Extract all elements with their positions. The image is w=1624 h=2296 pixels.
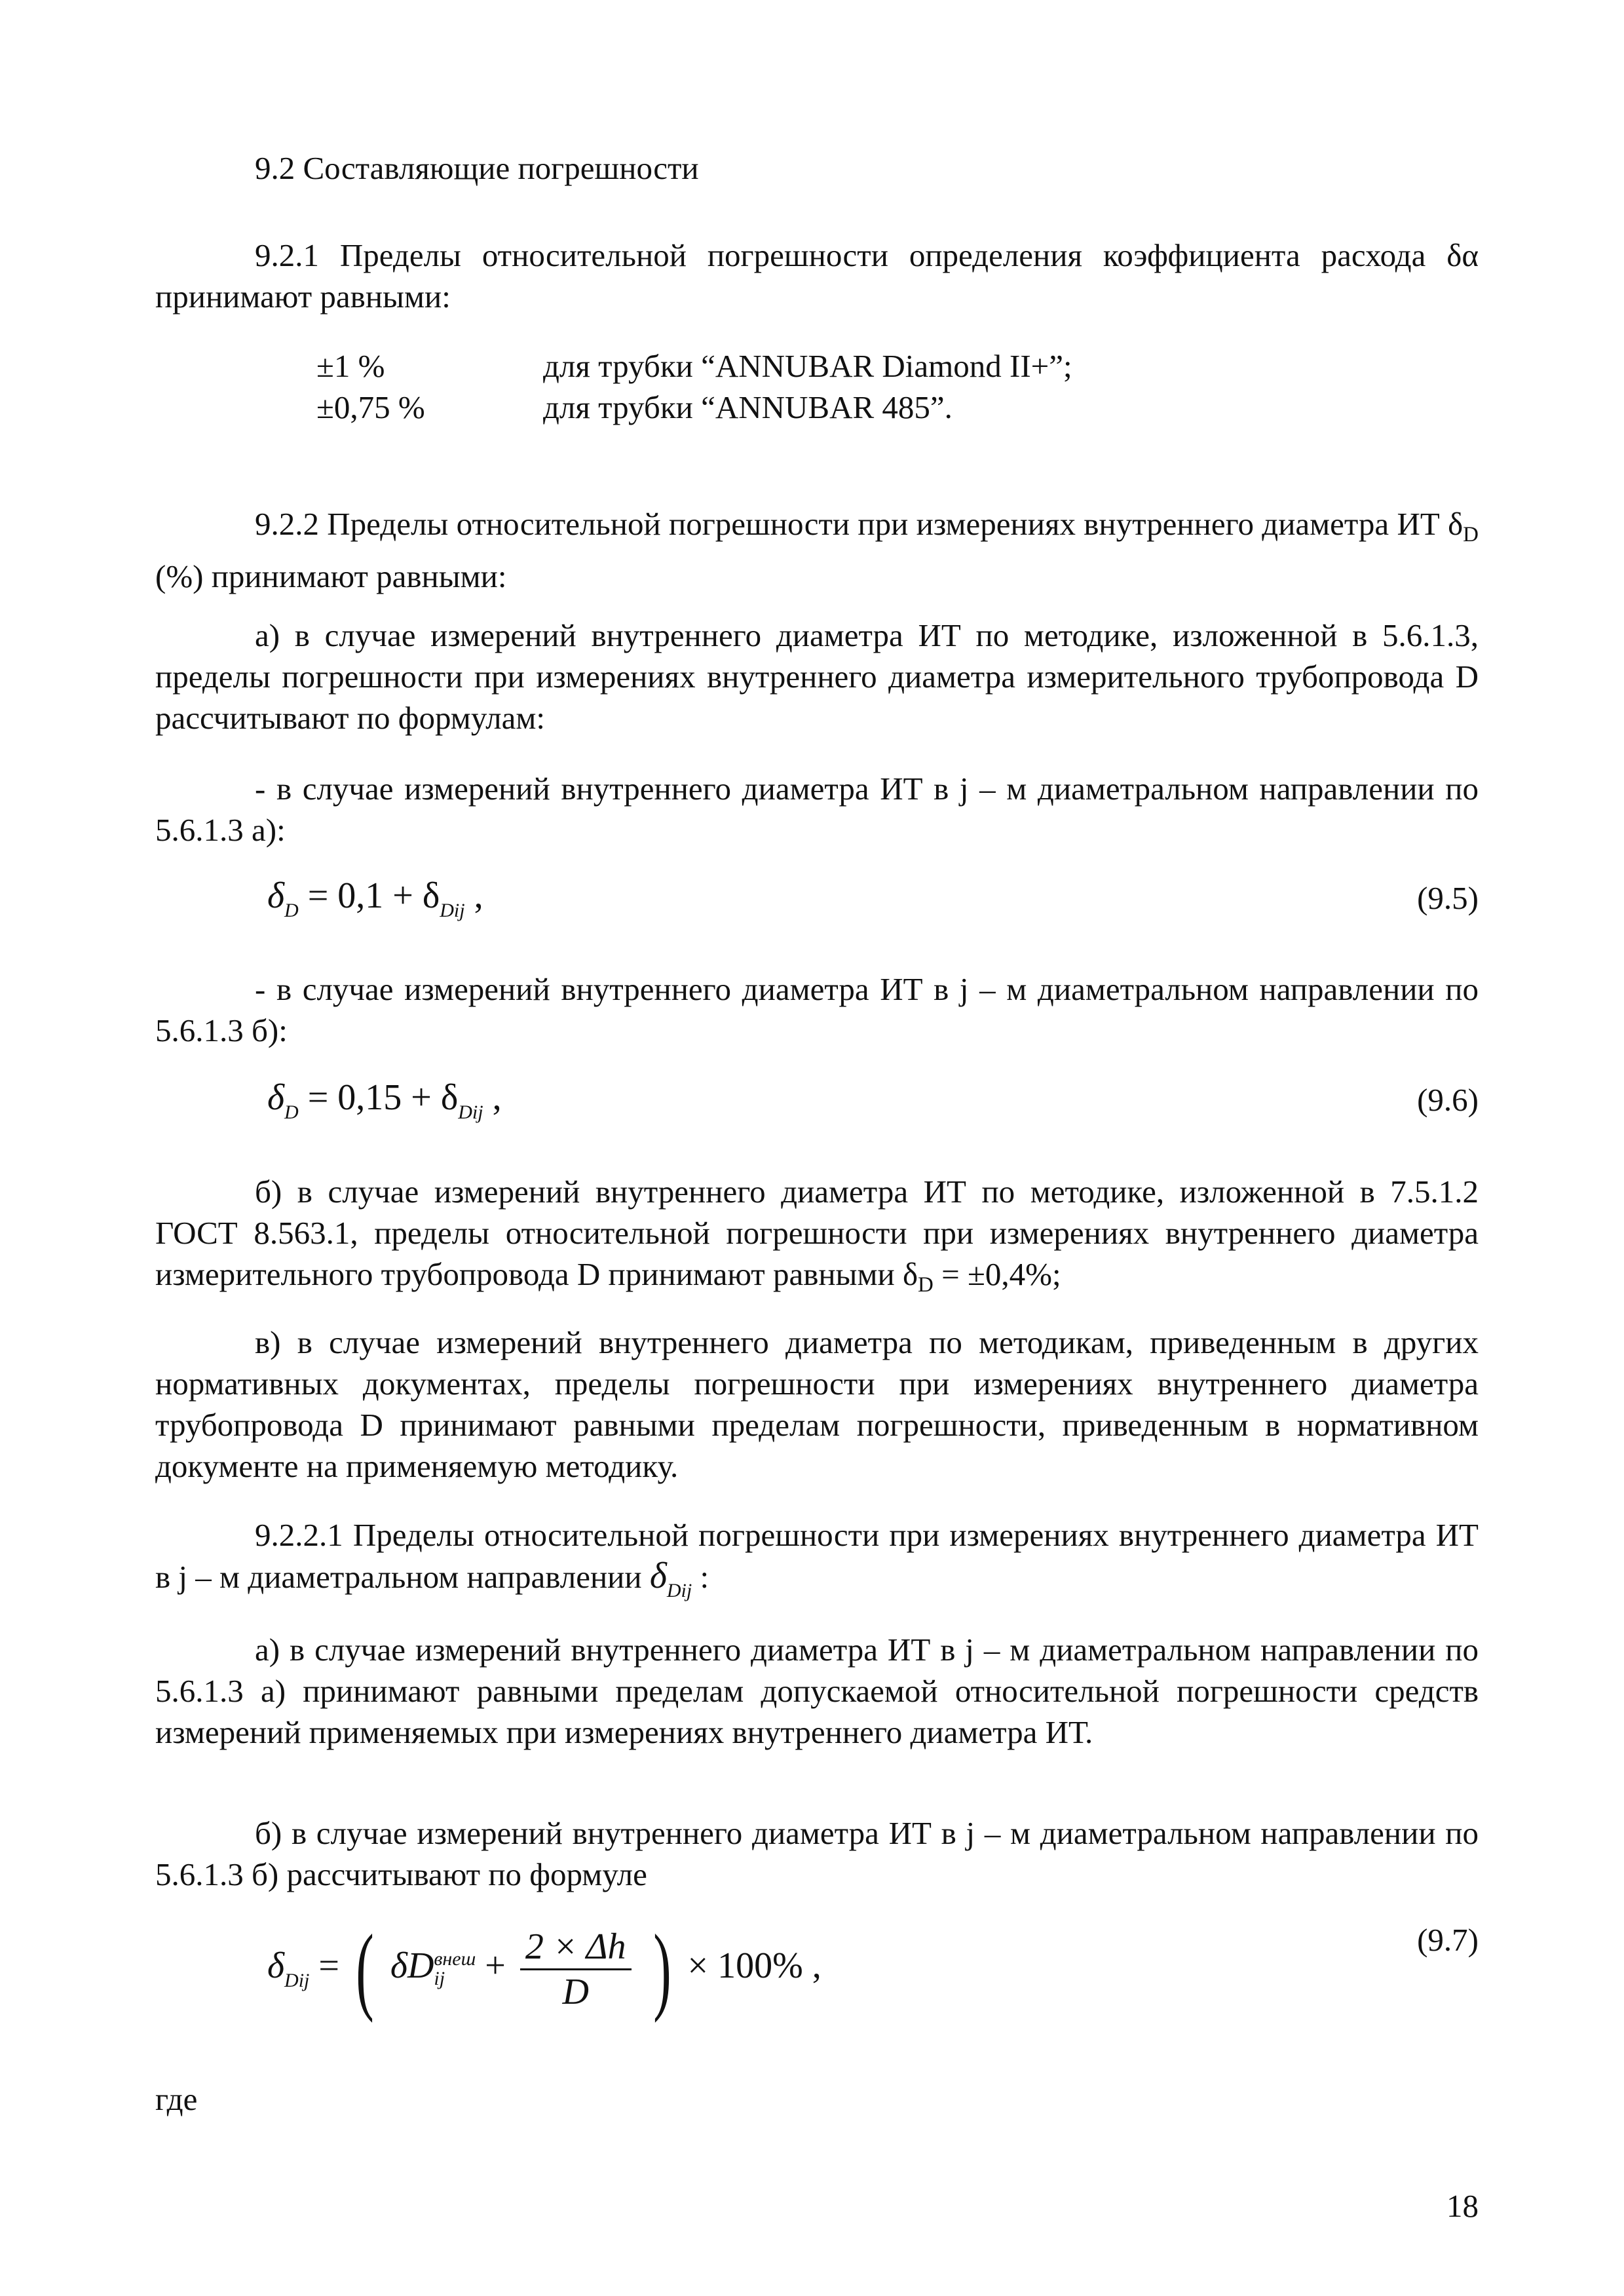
equation-symbol: δ	[267, 875, 285, 916]
paragraph-text: (%) принимают равными:	[155, 558, 507, 594]
paragraph-text: б) в случае измерений внутреннего диаметра ИТ по методике, изложенной в 7.5.1.2 ГОСТ 8.563.1, пределы относительной погрешности при измерениях внутреннего диаметра измерительного трубопровода D принимают равными δ	[155, 1174, 1479, 1292]
equation-9-7	[267, 1915, 821, 2023]
equation-9-5	[267, 875, 483, 922]
equation-supsub	[434, 1949, 476, 1989]
paragraph-a-case1: - в случае измерений внутреннего диаметра ИТ в j – м диаметральном направлении по 5.6.1.3 а):	[155, 771, 1479, 848]
equation-subscript: D	[284, 1101, 299, 1123]
paragraph-9-2-2-1	[155, 1514, 1479, 1611]
section-heading: 9.2 Составляющие погрешности	[255, 150, 699, 186]
fraction-denominator: D	[562, 1971, 589, 2012]
paragraph-text: :	[692, 1559, 709, 1595]
equation-text: = 0,1 + δ	[298, 875, 440, 916]
paragraph-9-2-2-1-b: б) в случае измерений внутреннего диаметра ИТ в j – м диаметральном направлении по 5.6.1.3 б) рассчитывают по формуле	[155, 1815, 1479, 1892]
equation-number: (9.5)	[1417, 880, 1479, 916]
paragraph-text: = ±0,4%;	[933, 1256, 1061, 1292]
equation-subscript: Dij	[458, 1101, 483, 1123]
page-number: 18	[1446, 2188, 1479, 2224]
equation-text: ,	[464, 875, 483, 916]
equation-term: δD	[390, 1945, 434, 1986]
equation-number: (9.7)	[1417, 1922, 1479, 1958]
subscript: D	[1463, 523, 1479, 546]
equation-number: (9.6)	[1417, 1082, 1479, 1118]
paragraph-text: 9.2.2.1 Пределы относительной погрешности при измерениях внутреннего диаметра ИТ в j – м диаметральном направлении	[155, 1517, 1479, 1595]
paragraph-text: 9.2.2 Пределы относительной погрешности при измерениях внутреннего диаметра ИТ δ	[255, 506, 1463, 542]
list-item-value: ±1 %	[316, 348, 385, 384]
right-paren: )	[652, 1915, 671, 2023]
list-item-value: ±0,75 %	[316, 389, 425, 425]
paragraph-a: а) в случае измерений внутреннего диаметра ИТ по методике, изложенной в 5.6.1.3, пределы погрешности при измерениях внутреннего диаметра измерительного трубопровода D рассчитывают по формулам:	[155, 617, 1479, 736]
paragraph-9-2-2	[155, 503, 1479, 597]
fraction-numerator: 2 × Δh	[520, 1925, 632, 1970]
equation-symbol: δ	[267, 1945, 285, 1986]
equation-subscript: Dij	[666, 1580, 692, 1601]
paragraph-v: в) в случае измерений внутреннего диаметра по методикам, приведенным в других нормативных документах, пределы погрешности при измерениях внутреннего диаметра трубопровода D принимают равными пределам погрешности, приведенным в нормативном документе на применяемую методику.	[155, 1324, 1479, 1484]
equation-text: ,	[483, 1077, 502, 1118]
equation-9-6	[267, 1077, 502, 1124]
paragraph-a-case2: - в случае измерений внутреннего диаметра ИТ в j – м диаметральном направлении по 5.6.1.3 б):	[155, 971, 1479, 1048]
equation-subscript: ij	[434, 1968, 445, 1989]
equation-text: = 0,15 + δ	[298, 1077, 459, 1118]
equation-subscript: D	[284, 900, 299, 921]
subscript: D	[918, 1273, 934, 1297]
equation-text: =	[309, 1945, 339, 1986]
list-item-desc: для трубки “ANNUBAR 485”.	[543, 389, 953, 425]
list-item-desc: для трубки “ANNUBAR Diamond II+”;	[543, 348, 1072, 384]
equation-superscript: внеш	[434, 1948, 476, 1970]
equation-fraction	[520, 1925, 632, 2014]
equation-subscript: Dij	[284, 1969, 310, 1991]
equation-symbol: δ	[267, 1077, 285, 1118]
paragraph-9-2-2-1-a: а) в случае измерений внутреннего диаметра ИТ в j – м диаметральном направлении по 5.6.1.3 а) принимают равными пределам допускаемой относительной погрешности средств измерений применяемых при измерениях внутреннего диаметра ИТ.	[155, 1632, 1479, 1750]
equation-symbol: δ	[649, 1556, 667, 1596]
left-paren: (	[356, 1915, 374, 2023]
paragraph-b	[155, 1171, 1479, 1306]
equation-text: × 100% ,	[687, 1945, 821, 1986]
equation-subscript: Dij	[440, 900, 465, 921]
equation-plus: +	[485, 1945, 506, 1986]
where-label: где	[155, 2081, 198, 2117]
paragraph-9-2-1: 9.2.1 Пределы относительной погрешности определения коэффициента расхода δα принимают равными:	[155, 237, 1479, 315]
